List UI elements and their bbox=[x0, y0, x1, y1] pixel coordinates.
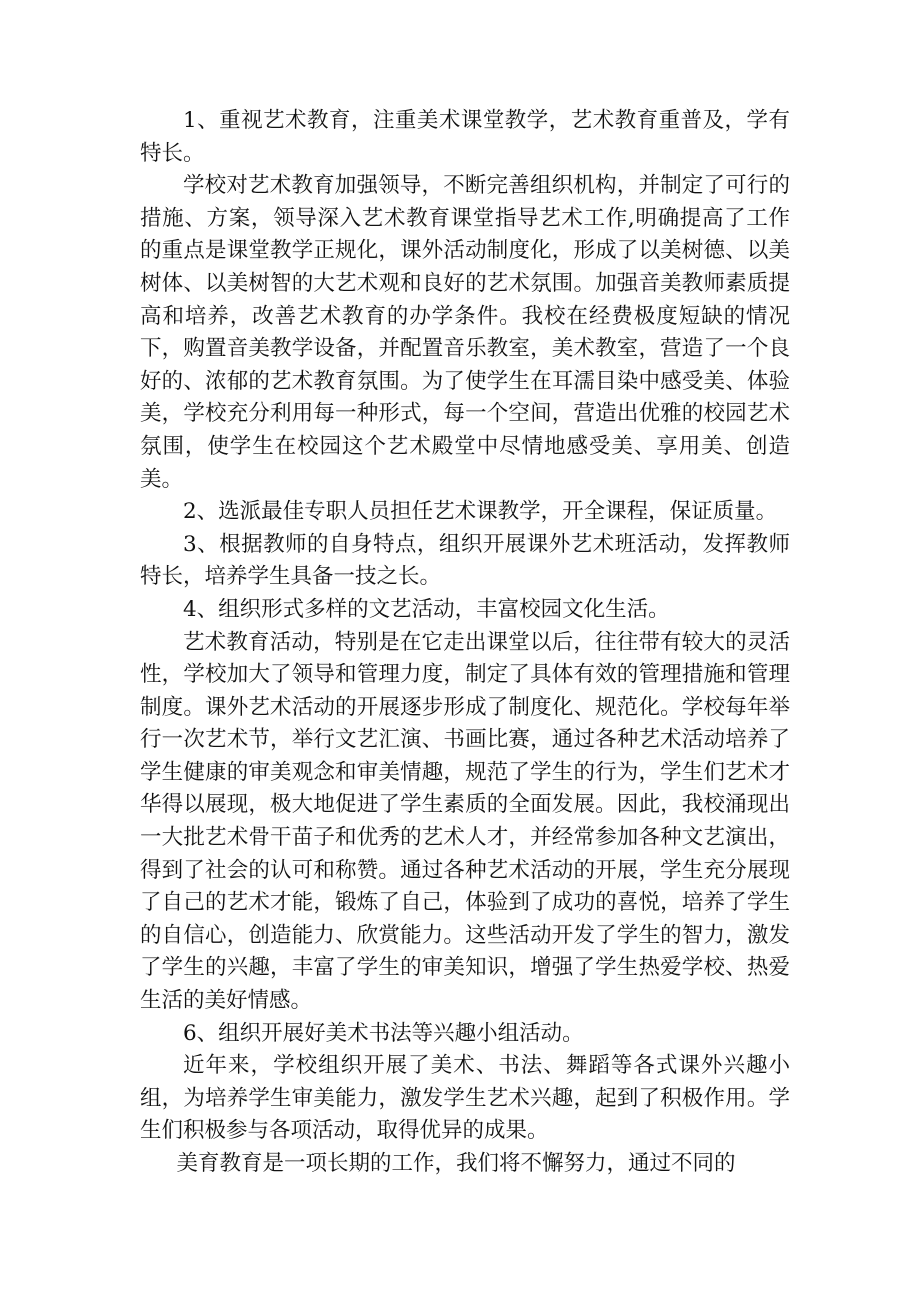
paragraph-interest-groups: 近年来，学校组织开展了美术、书法、舞蹈等各式课外兴趣小组，为培养学生审美能力，激发学生艺术兴趣，起到了积极作用。学生们积极参与各项活动，取得优异的成果。 bbox=[140, 1053, 790, 1144]
paragraph-leadership: 学校对艺术教育加强领导，不断完善组织机构，并制定了可行的措施、方案，领导深入艺术教育课堂指导艺术工作,明确提高了工作的重点是课堂教学正规化，课外活动制度化，形成了以美树德、以美树体、以美树智的大艺术观和良好的艺术氛围。加强音美教师素质提高和培养，改善艺术教育的办学条件。我校在经费极度短缺的情况下，购置音美教学设备，并配置音乐教室，美术教室，营造了一个良好的、浓郁的艺术教育氛围。为了使学生在耳濡目染中感受美、体验美，学校充分利用每一种形式，每一个空间，营造出优雅的校园艺术氛围，使学生在校园这个艺术殿堂中尽情地感受美、享用美、创造美。 bbox=[140, 173, 790, 492]
heading-item-1: 1、重视艺术教育，注重美术课堂教学，艺术教育重普及，学有特长。 bbox=[140, 108, 790, 166]
heading-item-3: 3、根据教师的自身特点，组织开展课外艺术班活动，发挥教师特长，培养学生具备一技之长。 bbox=[140, 531, 790, 590]
document-page bbox=[140, 105, 790, 1181]
heading-item-4: 4、组织形式多样的文艺活动，丰富校园文化生活。 bbox=[183, 596, 670, 622]
heading-item-6: 6、组织开展好美术书法等兴趣小组活动。 bbox=[183, 1020, 584, 1046]
heading-item-2: 2、选派最佳专职人员担任艺术课教学，开全课程，保证质量。 bbox=[183, 499, 778, 525]
paragraph-activities: 艺术教育活动，特别是在它走出课堂以后，往往带有较大的灵活性，学校加大了领导和管理力度，制定了具体有效的管理措施和管理制度。课外艺术活动的开展逐步形成了制度化、规范化。学校每年举行一次艺术节，举行文艺汇演、书画比赛，通过各种艺术活动培养了学生健康的审美观念和审美情趣，规范了学生的行为，学生们艺术才华得以展现，极大地促进了学生素质的全面发展。因此，我校涌现出一大批艺术骨干苗子和优秀的艺术人才，并经常参加各种文艺演出，得到了社会的认可和称赞。通过各种艺术活动的开展，学生充分展现了自己的艺术才能，锻炼了自己，体验到了成功的喜悦，培养了学生的自信心，创造能力、欣赏能力。这些活动开发了学生的智力，激发了学生的兴趣，丰富了学生的审美知识，增强了学生热爱学校、热爱生活的美好情感。 bbox=[140, 629, 790, 1014]
paragraph-closing: 美育教育是一项长期的工作，我们将不懈努力，通过不同的 bbox=[176, 1151, 736, 1176]
